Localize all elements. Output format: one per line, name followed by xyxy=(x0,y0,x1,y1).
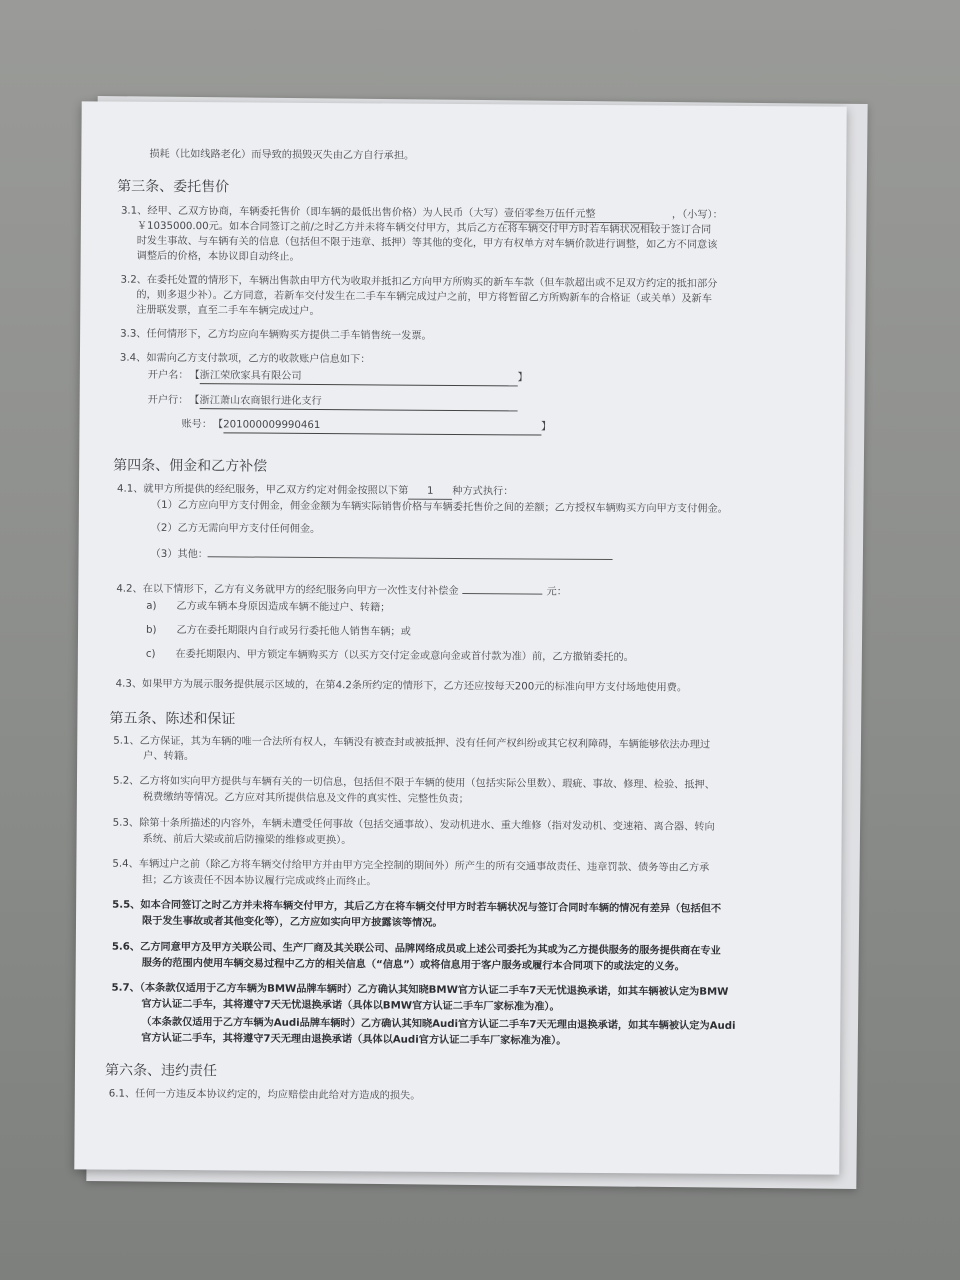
clause-5-4: 5.4、车辆过户之前（除乙方将车辆交付给甲方并由甲方完全控制的期间外）所产生的所有交通事故责任、违章罚款、债务等由乙方承 xyxy=(112,858,710,874)
account-name-value: 浙江荣欣家具有限公司 xyxy=(200,369,518,386)
price-amount: ￥1035000.00 xyxy=(136,220,209,233)
bank-row: 开户行： 【浙江萧山农商银行进化支行 xyxy=(148,394,518,412)
clause-5-3-line2: 系统、前后大梁或前后防撞梁的维修或更换）。 xyxy=(142,833,352,847)
clause-3-1-line2: ￥1035000.00元。如本合同签订之前/之时乙方并未将车辆交付甲方，其后乙方在将车辆交付甲方时若车辆状况相较于签订合同 xyxy=(136,220,712,236)
clause-4-2: 4.2、在以下情形下，乙方有义务就甲方的经纪服务向甲方一次性支付补偿金 元： xyxy=(116,583,567,598)
clause-5-5: 5.5、如本合同签订之时乙方并未将车辆交付甲方，其后乙方在将车辆交付甲方时若车辆状况与签订合同时车辆的情况有差异（包括但不 xyxy=(112,899,722,915)
clause-5-1-line2: 户、转籍。 xyxy=(143,750,195,763)
section3-title: 第三条、委托售价 xyxy=(117,178,230,196)
clause-6-1: 6.1、任何一方违反本协议约定的，均应赔偿由此给对方造成的损失。 xyxy=(108,1088,421,1102)
option-1: （1）乙方应向甲方支付佣金，佣金金额为车辆实际销售价格与车辆委托售价之间的差额；乙方授权车辆购买方向甲方支付佣金。 xyxy=(150,499,728,515)
account-name-row: 开户名： 【浙江荣欣家具有限公司 】 xyxy=(148,369,528,387)
clause-5-7-line4: 官方认证二手车，其将遵守7天无理由退换承诺（具体以Audi官方认证二手车厂家标准为准）。 xyxy=(141,1032,567,1047)
clause-5-4-line2: 担；乙方该责任不因本协议履行完成或终止而终止。 xyxy=(142,874,377,888)
account-number-row: 账号： 【201000009990461 】 xyxy=(181,418,551,436)
clause-3-2-line2: 的，则多退少补）。乙方同意，若新车交付发生在二手车车辆完成过户之前，甲方将暂留乙方所购新车的合格证（或关单）及新车 xyxy=(136,289,713,305)
commission-method-number: 1 xyxy=(408,485,452,500)
clause-3-2-line3: 注册联发票，直至二手车车辆完成过户。 xyxy=(136,304,320,318)
bank-value: 浙江萧山农商银行进化支行 xyxy=(199,394,517,411)
clause-5-7: 5.7、（本条款仅适用于乙方车辆为BMW品牌车辆时）乙方确认其知晓BMW官方认证二手车7天无忧退换承诺，如其车辆被认定为BMW xyxy=(111,982,729,998)
item-a: a) 乙方或车辆本身原因造成车辆不能过户、转籍； xyxy=(146,600,391,614)
account-number-value: 201000009990461 xyxy=(223,418,541,435)
section4-title: 第四条、佣金和乙方补偿 xyxy=(113,457,268,475)
option-2: （2）乙方无需向甲方支付任何佣金。 xyxy=(150,522,321,536)
clause-5-7-line3: （本条款仅适用于乙方车辆为Audi品牌车辆时）乙方确认其知晓Audi官方认证二手车7天无理由退换承诺，如其车辆被认定为Audi xyxy=(141,1016,736,1032)
item-c: c) 在委托期限内、甲方锁定车辆购买方（以买方交付定金或意向金或首付款为准）前，乙方撤销委托的。 xyxy=(145,648,634,664)
clause-4-1: 4.1、就甲方所提供的经纪服务，甲乙双方约定对佣金按照以下第 1 种方式执行： xyxy=(117,483,513,501)
section6-title: 第六条、违约责任 xyxy=(104,1062,218,1080)
clause-5-3: 5.3、除第十条所描述的内容外，车辆未遭受任何事故（包括交通事故）、发动机进水、重大维修（指对发动机、变速箱、离合器、转向 xyxy=(112,817,715,833)
intro-line: 损耗（比如线路老化）而导致的损毁灭失由乙方自行承担。 xyxy=(149,148,415,162)
clause-4-3: 4.3、如果甲方为展示服务提供展示区域的，在第4.2条所约定的情形下，乙方还应按每天200元的标准向甲方支付场地使用费。 xyxy=(115,678,688,694)
clause-3-1-line4: 调整后的价格，本协议即自动终止。 xyxy=(136,250,300,263)
option-3: （3）其他： xyxy=(151,548,614,565)
price-upper: 壹佰零叁万伍仟元整 xyxy=(504,207,654,223)
clause-5-5-line2: 限于发生事故或者其他变化等），乙方应如实向甲方披露该等情况。 xyxy=(141,915,443,929)
clause-5-6-line2: 服务的范围内使用车辆交易过程中乙方的相关信息（“信息”）或将信息用于客户服务或履行本合同项下的或法定的义务。 xyxy=(141,957,685,973)
item-b: b) 乙方在委托期限内自行或另行委托他人销售车辆；或 xyxy=(146,624,411,638)
clause-3-4: 3.4、如需向乙方支付款项，乙方的收款账户信息如下： xyxy=(119,352,371,366)
clause-3-1: 3.1、经甲、乙双方协商，车辆委托售价（即车辆的最低出售价格）为人民币（大写）壹佰零叁万伍仟元整 ，（小写）： xyxy=(121,205,723,224)
clause-5-2: 5.2、乙方将如实向甲方提供与车辆有关的一切信息，包括但不限于车辆的使用（包括实际公里数）、瑕疵、事故、修理、检验、抵押、 xyxy=(112,775,716,791)
clause-5-2-line2: 税费缴纳等情况。乙方应对其所提供信息及文件的真实性、完整性负责； xyxy=(142,791,469,806)
clause-3-3: 3.3、任何情形下，乙方均应向车辆购买方提供二手车销售统一发票。 xyxy=(120,328,432,342)
clause-5-7-line2: 官方认证二手车，其将遵守7天无忧退换承诺（具体以BMW官方认证二手车厂家标准为准）。 xyxy=(141,998,560,1013)
section5-title: 第五条、陈述和保证 xyxy=(109,710,236,728)
clause-3-2: 3.2、在委托处置的情形下，车辆出售款由甲方代为收取并抵扣乙方向甲方所购买的新车车款（但车款超出或不足双方约定的抵扣部分 xyxy=(120,274,718,290)
document-page xyxy=(74,101,846,1174)
clause-3-1-line3: 时发生事故、与车辆有关的信息（包括但不限于违章、抵押）等其他的变化，甲方有权单方对车辆价款进行调整，如乙方不同意该 xyxy=(136,235,718,251)
clause-5-1: 5.1、乙方保证，其为车辆的唯一合法所有权人，车辆没有被查封或被抵押、没有任何产权纠纷或其它权利障碍，车辆能够依法办理过 xyxy=(113,735,711,751)
clause-5-6: 5.6、乙方同意甲方及甲方关联公司、生产厂商及其关联公司、品牌网络成员或上述公司委托为其或为乙方提供服务的服务提供商在专业 xyxy=(111,941,721,957)
